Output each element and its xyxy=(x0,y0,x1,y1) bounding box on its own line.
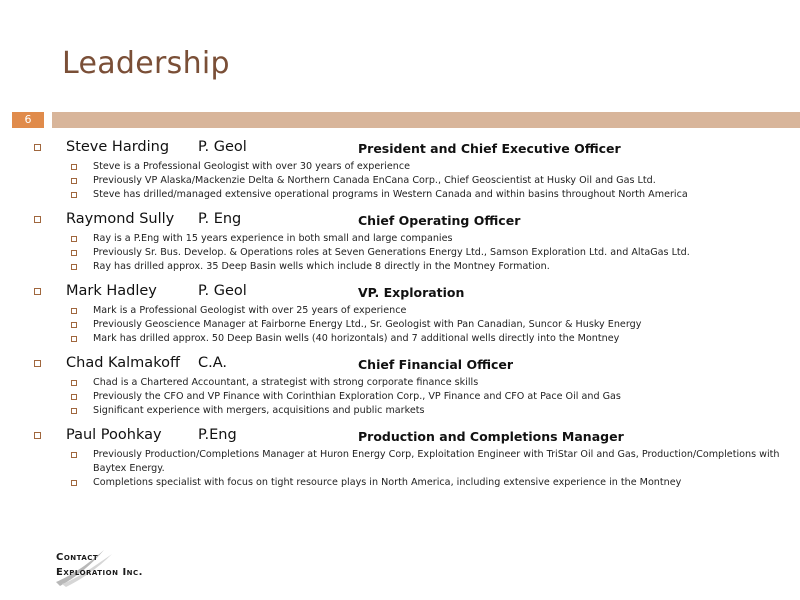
square-bullet-icon xyxy=(71,178,77,184)
square-bullet-icon xyxy=(34,144,41,151)
person-bullets xyxy=(34,376,784,418)
square-bullet-icon xyxy=(71,336,77,342)
square-bullet-icon xyxy=(71,394,77,400)
square-bullet-icon xyxy=(71,408,77,414)
person-header xyxy=(34,282,784,304)
bullet-item: Previously Production/Completions Manager at Huron Energy Corp, Exploitation Engineer with TriStar Oil and Gas, Production/Completions with Baytex Energy. xyxy=(34,448,784,476)
person-name: Steve Harding xyxy=(66,139,170,155)
bullet-item: Completions specialist with focus on tight resource plays in North America, including extensive experience in the Montney xyxy=(34,476,784,490)
header-rule-bar xyxy=(52,112,800,128)
square-bullet-icon xyxy=(71,380,77,386)
person-role: Production and Completions Manager xyxy=(358,429,624,444)
square-bullet-icon xyxy=(34,360,41,367)
person-name: Chad Kalmakoff xyxy=(66,355,180,371)
square-bullet-icon xyxy=(71,192,77,198)
square-bullet-icon xyxy=(34,432,41,439)
person-role: VP. Exploration xyxy=(358,285,465,300)
person-bullets xyxy=(34,160,784,202)
person-name: Paul Poohkay xyxy=(66,427,162,443)
bullet-item: Ray is a P.Eng with 15 years experience in both small and large companies xyxy=(34,232,784,246)
bullet-item: Ray has drilled approx. 35 Deep Basin wells which include 8 directly in the Montney Formation. xyxy=(34,260,784,274)
square-bullet-icon xyxy=(71,164,77,170)
square-bullet-icon xyxy=(71,264,77,270)
logo-line-2: Exploration Inc. xyxy=(56,567,143,578)
person-entry xyxy=(34,210,784,274)
bullet-item: Steve is a Professional Geologist with over 30 years of experience xyxy=(34,160,784,174)
person-entry xyxy=(34,354,784,418)
bullet-item: Chad is a Chartered Accountant, a strategist with strong corporate finance skills xyxy=(34,376,784,390)
person-entry xyxy=(34,138,784,202)
person-role: Chief Operating Officer xyxy=(358,213,521,228)
logo-line-1: Contact xyxy=(56,552,99,563)
bullet-item: Previously Sr. Bus. Develop. & Operations roles at Seven Generations Energy Ltd., Samson Exploration Ltd. and AltaGas Ltd. xyxy=(34,246,784,260)
person-credential: P. Geol xyxy=(198,139,247,155)
person-header xyxy=(34,210,784,232)
square-bullet-icon xyxy=(71,322,77,328)
bullet-item: Steve has drilled/managed extensive operational programs in Western Canada and within basins throughout North America xyxy=(34,188,784,202)
bullet-item: Mark is a Professional Geologist with over 25 years of experience xyxy=(34,304,784,318)
square-bullet-icon xyxy=(71,452,77,458)
bullet-item: Previously the CFO and VP Finance with Corinthian Exploration Corp., VP Finance and CFO at Pace Oil and Gas xyxy=(34,390,784,404)
person-credential: P. Geol xyxy=(198,283,247,299)
person-name: Mark Hadley xyxy=(66,283,157,299)
person-header xyxy=(34,354,784,376)
bullet-item: Significant experience with mergers, acquisitions and public markets xyxy=(34,404,784,418)
bullet-item: Mark has drilled approx. 50 Deep Basin wells (40 horizontals) and 7 additional wells directly into the Montney xyxy=(34,332,784,346)
square-bullet-icon xyxy=(71,250,77,256)
person-entry xyxy=(34,426,784,490)
leadership-list xyxy=(34,138,784,498)
person-bullets xyxy=(34,304,784,346)
bullet-item: Previously Geoscience Manager at Fairborne Energy Ltd., Sr. Geologist with Pan Canadian, Suncor & Husky Energy xyxy=(34,318,784,332)
person-bullets xyxy=(34,232,784,274)
square-bullet-icon xyxy=(71,236,77,242)
person-role: President and Chief Executive Officer xyxy=(358,141,621,156)
square-bullet-icon xyxy=(34,216,41,223)
person-header xyxy=(34,138,784,160)
bullet-item: Previously VP Alaska/Mackenzie Delta & Northern Canada EnCana Corp., Chief Geoscientist at Husky Oil and Gas Ltd. xyxy=(34,174,784,188)
person-entry xyxy=(34,282,784,346)
person-credential: P.Eng xyxy=(198,427,237,443)
square-bullet-icon xyxy=(71,308,77,314)
square-bullet-icon xyxy=(34,288,41,295)
person-credential: P. Eng xyxy=(198,211,242,227)
person-header xyxy=(34,426,784,448)
person-credential: C.A. xyxy=(198,355,228,371)
person-role: Chief Financial Officer xyxy=(358,357,514,372)
company-logo xyxy=(52,546,192,588)
slide-number: 6 xyxy=(12,112,44,128)
person-name: Raymond Sully xyxy=(66,211,175,227)
square-bullet-icon xyxy=(71,480,77,486)
page-title: Leadership xyxy=(62,46,230,81)
person-bullets xyxy=(34,448,784,490)
